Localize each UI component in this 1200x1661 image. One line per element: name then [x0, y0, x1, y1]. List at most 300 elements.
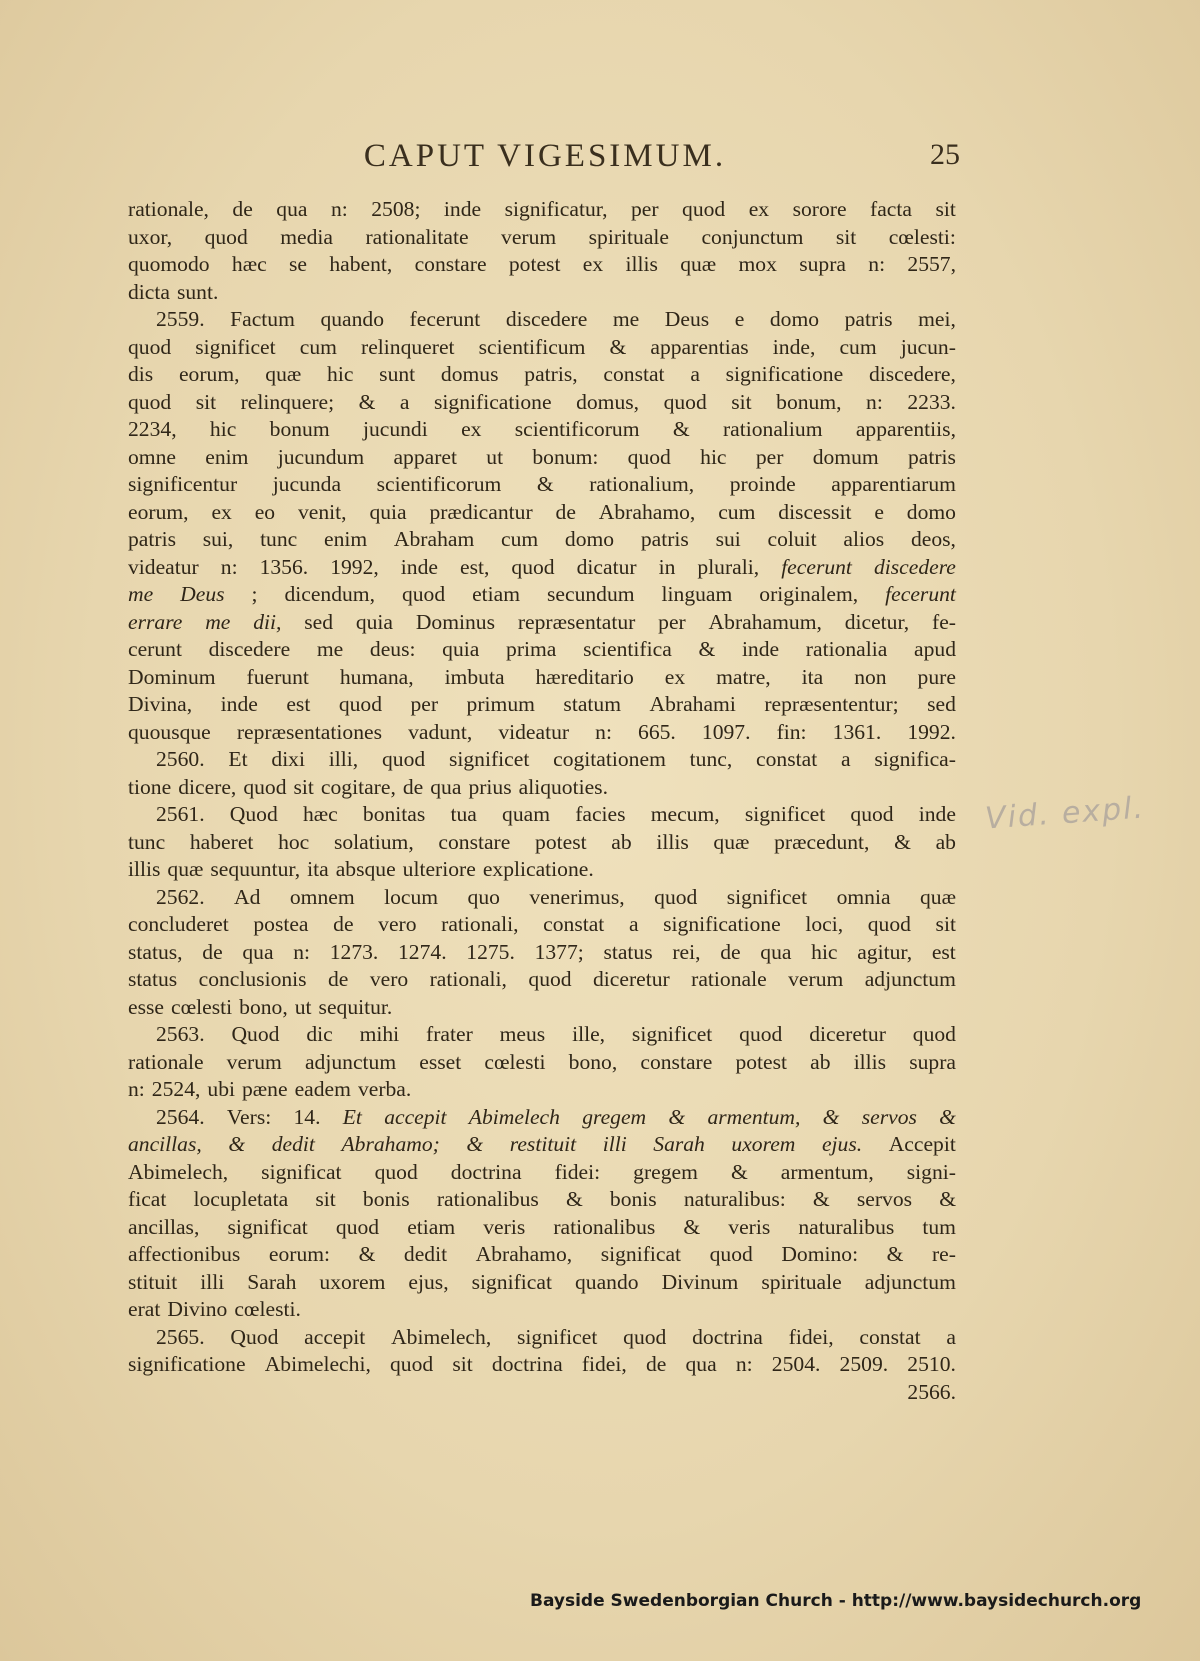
word: fecerunt: [409, 307, 481, 331]
word: ulteriore: [402, 857, 476, 881]
word: dicetur,: [844, 609, 910, 634]
word: naturalibus:: [683, 1187, 786, 1211]
word: sit: [731, 389, 752, 414]
word: discessit: [778, 499, 852, 524]
word: doctrina: [692, 1324, 763, 1349]
catchword: 2566.: [907, 1379, 956, 1404]
word: quod: [739, 1022, 783, 1046]
word: ex: [748, 197, 770, 221]
word: ex: [582, 252, 604, 276]
word: quod: [401, 582, 446, 606]
word: domus,: [576, 389, 640, 414]
word: Sarah: [247, 1269, 297, 1294]
word: per: [630, 197, 659, 221]
word: eorum,: [178, 362, 240, 386]
word: 2557,: [907, 252, 956, 276]
word: ut: [294, 994, 312, 1019]
word: facies: [575, 802, 626, 826]
word: quod: [912, 1022, 956, 1046]
word: &: [822, 1104, 840, 1129]
word: etiam: [472, 582, 521, 606]
word: servos: [861, 1104, 917, 1129]
text-line: [128, 1186, 956, 1214]
word: &: [698, 637, 716, 661]
word: constare: [640, 1049, 713, 1074]
word: hic: [811, 939, 838, 964]
word: potest: [535, 829, 587, 854]
text-line: [128, 224, 956, 252]
word: Domino:: [781, 1242, 859, 1266]
word: quod: [654, 884, 698, 909]
word: significet: [448, 747, 530, 771]
text-line: [128, 306, 956, 334]
word: quia: [355, 609, 393, 634]
word: est: [286, 692, 311, 716]
word: quod: [390, 1352, 434, 1376]
word: Quod: [230, 1324, 279, 1349]
word: 2561.: [156, 802, 205, 826]
word: ficat: [128, 1187, 167, 1211]
word: præcedunt,: [774, 829, 870, 854]
word: 665.: [638, 719, 676, 744]
word: Quod: [231, 1022, 280, 1046]
word: relinquere;: [240, 389, 335, 414]
word: apparet: [393, 444, 457, 469]
word: illi,: [328, 747, 359, 771]
word: rationali,: [429, 967, 507, 991]
word: significatione: [725, 362, 844, 386]
text-line: [128, 526, 956, 554]
word: cerunt: [128, 637, 182, 661]
word: domus: [440, 362, 499, 386]
page-header: [130, 138, 960, 188]
word: discedere: [505, 307, 588, 331]
word: quæ: [167, 857, 204, 881]
word: est,: [460, 554, 490, 579]
word: &: [565, 1187, 583, 1211]
word: rationalibus: [436, 1187, 539, 1211]
word: Abrahamo,: [598, 499, 696, 524]
word: significet: [631, 1022, 713, 1046]
word: significatur,: [504, 197, 608, 221]
word: 2508;: [371, 197, 421, 221]
word: 1274.: [398, 939, 447, 964]
word: quod: [338, 692, 382, 716]
text-line: [128, 1049, 956, 1077]
word: postea: [253, 912, 309, 936]
word: ancillas,: [128, 1214, 200, 1239]
word: habent,: [329, 252, 393, 276]
word: n:: [868, 252, 886, 276]
word: proinde: [729, 472, 796, 496]
word: significa-: [874, 747, 956, 771]
word: &: [358, 1242, 376, 1266]
text-line: [128, 279, 956, 307]
word: patris: [907, 444, 956, 469]
word: 2234,: [128, 417, 177, 441]
word: quia: [442, 637, 480, 661]
word: Ad: [234, 884, 261, 909]
word: e: [874, 499, 884, 524]
word: plurali,: [697, 554, 760, 579]
text-line: [128, 1214, 956, 1242]
word: 2562.: [156, 884, 205, 909]
word: hæc: [302, 802, 338, 826]
text-line: [128, 636, 956, 664]
word: restituit: [509, 1132, 577, 1156]
word: qua: [760, 939, 792, 964]
word: alios: [843, 527, 885, 551]
word: &: [672, 417, 690, 441]
word: per: [755, 444, 784, 469]
word: venit,: [297, 499, 347, 524]
word: potest: [508, 252, 561, 276]
word: apparentiarum: [831, 472, 956, 496]
word: illi: [602, 1132, 627, 1156]
word: inde: [741, 637, 780, 661]
word: signi-: [906, 1159, 956, 1184]
word: 2524,: [151, 1077, 201, 1101]
word: me: [316, 637, 344, 661]
word: venerimus,: [529, 884, 625, 909]
text-line: [128, 1104, 956, 1132]
text-line: [128, 1351, 956, 1379]
word: deus:: [369, 637, 416, 661]
word: hæreditario: [535, 664, 634, 689]
word: Abimelech,: [128, 1159, 229, 1184]
word: prima: [506, 637, 557, 661]
word: Abrahamum,: [708, 609, 822, 634]
word: inde: [400, 554, 438, 579]
word: hic: [209, 417, 237, 441]
word: bono,: [568, 1049, 618, 1074]
word: sit: [293, 774, 314, 799]
word: domum: [812, 444, 879, 469]
word: sunt.: [176, 279, 219, 304]
word: quæ: [919, 884, 956, 909]
word: in: [658, 554, 676, 579]
word: cum: [718, 499, 756, 524]
word: coluit: [767, 527, 817, 551]
word: significentur: [128, 472, 238, 496]
word: significet: [726, 884, 808, 909]
word: constat: [859, 1324, 921, 1349]
word: &: [730, 1159, 748, 1184]
word: &: [228, 1132, 246, 1156]
word: bonis: [609, 1187, 657, 1211]
word: de: [402, 774, 424, 799]
word: illis: [128, 857, 161, 881]
word: de: [333, 912, 354, 936]
word: tione: [128, 774, 172, 799]
word: uxor,: [128, 224, 173, 249]
word: quod: [867, 912, 911, 936]
word: inde: [918, 802, 956, 826]
word: bonum:: [532, 444, 599, 469]
word: de: [232, 197, 253, 221]
word: sui: [715, 527, 741, 551]
word: 1992.: [907, 719, 956, 744]
word: Divino: [167, 1297, 228, 1321]
word: cœlesti.: [234, 1297, 301, 1321]
word: quod: [682, 197, 726, 221]
word: quæ: [680, 252, 717, 276]
word: rationalibus: [553, 1214, 656, 1239]
word: concluderet: [128, 912, 229, 936]
word: humana,: [339, 664, 414, 689]
word: significatione: [663, 912, 781, 936]
word: inde: [443, 197, 482, 221]
word: spirituale: [588, 224, 669, 249]
word: supra: [909, 1049, 956, 1074]
word: inde,: [772, 334, 816, 359]
word: Abrahamo,: [475, 1242, 573, 1266]
word: significat: [471, 1269, 552, 1294]
word: uxorem: [319, 1269, 386, 1294]
word: constat: [603, 362, 665, 386]
word: rei,: [672, 939, 701, 964]
word: constare: [414, 252, 487, 276]
word: verba.: [357, 1077, 412, 1101]
word: qua: [685, 1352, 717, 1376]
word: tunc,: [689, 747, 733, 771]
word: n:: [595, 719, 612, 744]
text-line: [128, 1076, 956, 1104]
word: quod: [528, 967, 572, 991]
word: sit: [935, 197, 956, 221]
word: conjunctum: [701, 224, 804, 249]
word: Dominus: [415, 609, 495, 634]
word: verum: [788, 967, 844, 991]
word: constat: [543, 912, 605, 936]
word: patris: [640, 527, 689, 551]
word: 2563.: [156, 1022, 205, 1046]
word: sed: [304, 609, 333, 634]
word: quod: [335, 1214, 380, 1239]
word: quod: [243, 774, 287, 799]
text-line: [128, 1021, 956, 1049]
word: 1275.: [466, 939, 515, 964]
word: 2564.: [156, 1104, 205, 1129]
word: dedit: [403, 1242, 448, 1266]
word: armentum,: [780, 1159, 874, 1184]
word: quia: [369, 499, 407, 524]
word: bonis: [362, 1187, 410, 1211]
word: eadem: [294, 1077, 351, 1101]
word: cum: [501, 527, 539, 551]
word: sui,: [202, 527, 234, 551]
word: Abraham: [393, 527, 475, 551]
word: &: [683, 1214, 701, 1239]
text-line: [128, 1159, 956, 1187]
word: locupletata: [193, 1187, 289, 1211]
text-line: [128, 334, 956, 362]
word: hoc: [278, 829, 310, 854]
word: naturalibus: [798, 1214, 895, 1239]
word: quod: [511, 554, 555, 579]
word: ut: [486, 444, 504, 469]
word: gregem: [582, 1104, 647, 1129]
word: non: [854, 664, 887, 689]
word: a: [946, 1324, 956, 1349]
word: n:: [128, 1077, 145, 1101]
word: n:: [330, 197, 348, 221]
word: rationali,: [441, 912, 519, 936]
word: domo: [769, 307, 820, 331]
word: Et: [228, 747, 248, 771]
word: meus: [499, 1022, 546, 1046]
word: rationale,: [128, 197, 209, 221]
word: jucunda: [272, 472, 342, 496]
text-line: [128, 416, 956, 444]
word: Sarah: [653, 1132, 705, 1156]
word: 1356.: [259, 554, 309, 579]
word: dis: [128, 362, 154, 386]
word: potest: [735, 1049, 788, 1074]
word: dii,: [253, 609, 282, 634]
word: fidei:: [554, 1159, 601, 1184]
word: quod: [850, 802, 894, 826]
word: verum: [501, 224, 557, 249]
word: cœlesti: [484, 1049, 546, 1074]
word: statum: [563, 692, 622, 716]
word: 2504.: [771, 1352, 821, 1376]
word: &: [668, 1104, 686, 1129]
word: quousque: [128, 719, 211, 744]
word: tunc: [128, 829, 166, 854]
word: significat: [261, 1159, 342, 1184]
word: apparentiis,: [855, 417, 956, 441]
text-line: [128, 691, 956, 719]
word: Abimelechi,: [264, 1352, 371, 1376]
word: inde: [220, 692, 258, 716]
word: illi: [200, 1269, 225, 1294]
word: vadunt,: [408, 719, 473, 744]
word: esse: [128, 994, 164, 1019]
word: quo: [467, 884, 500, 909]
word: scientificum: [478, 334, 586, 359]
body-text: [128, 196, 956, 1406]
word: accepit: [384, 1104, 447, 1129]
word: quam: [502, 802, 551, 826]
word: Divina,: [128, 692, 193, 716]
word: discedere: [873, 554, 956, 579]
word: vero: [369, 967, 409, 991]
word: hic: [700, 444, 727, 469]
word: fin:: [776, 719, 807, 744]
word: ejus.: [821, 1132, 863, 1156]
text-line: [128, 939, 956, 967]
text-line: [128, 196, 956, 224]
word: cogitare,: [320, 774, 396, 799]
word: spirituale: [761, 1269, 842, 1294]
text-line: [128, 719, 956, 747]
footer-credit: Bayside Swedenborgian Church - http://www.baysidechurch.org: [530, 1591, 1142, 1611]
word: sit: [195, 389, 217, 414]
text-line: [128, 554, 956, 582]
word: mox: [738, 252, 777, 276]
text-line: [128, 856, 956, 884]
word: 2559.: [156, 307, 205, 331]
word: omne: [128, 444, 176, 469]
word: 2509.: [839, 1352, 889, 1376]
word: dicendum,: [284, 582, 375, 606]
word: prædicantur: [429, 499, 533, 524]
word: media: [280, 224, 333, 249]
word: Deus: [180, 582, 225, 606]
word: explicatione.: [482, 857, 594, 881]
word: quod: [623, 1324, 667, 1349]
word: n:: [866, 389, 883, 414]
word: &: [939, 1104, 956, 1129]
word: solatium,: [333, 829, 414, 854]
word: rationale: [691, 967, 767, 991]
word: apparentias: [650, 334, 749, 359]
word: Et: [342, 1104, 362, 1129]
word: enim: [205, 444, 249, 469]
word: 1273.: [329, 939, 379, 964]
word: ab: [611, 829, 632, 854]
word: relinqueret: [361, 334, 455, 359]
word: primum: [466, 692, 535, 716]
word: quod: [374, 1159, 418, 1184]
word: ex: [211, 499, 232, 524]
text-line: [128, 1131, 956, 1159]
word: quod: [128, 334, 172, 359]
word: quod: [627, 444, 671, 469]
word: conclusionis: [198, 967, 307, 991]
word: quod: [709, 1242, 753, 1266]
word: 1377;: [534, 939, 584, 964]
word: me: [128, 582, 154, 606]
word: significet: [744, 802, 826, 826]
word: prius: [468, 774, 512, 799]
word: Divinum: [661, 1269, 739, 1294]
word: Deus: [664, 307, 710, 331]
word: Accepit: [888, 1132, 956, 1156]
word: ;: [251, 582, 258, 606]
word: n:: [293, 939, 311, 964]
word: sed: [927, 692, 956, 716]
word: illis: [625, 252, 658, 276]
word: jucundum: [277, 444, 365, 469]
word: aliquoties.: [518, 774, 608, 799]
word: linguam: [661, 582, 733, 606]
word: doctrina: [491, 1352, 563, 1376]
word: ille,: [572, 1022, 606, 1046]
word: de: [645, 1352, 667, 1376]
word: Abrahamo;: [341, 1132, 440, 1156]
text-line: [128, 251, 956, 279]
text-line: [128, 829, 956, 857]
text-line: [128, 1269, 956, 1297]
word: veris: [483, 1214, 526, 1239]
word: n:: [220, 554, 238, 579]
word: uxorem: [731, 1132, 796, 1156]
word: sit: [315, 1187, 336, 1211]
word: gregem: [633, 1159, 698, 1184]
text-line: [128, 801, 956, 829]
word: significet: [195, 334, 276, 359]
word: me: [205, 609, 231, 634]
text-line: [128, 444, 956, 472]
word: adjunctum: [304, 1049, 397, 1074]
word: fe-: [932, 609, 956, 634]
word: quod: [204, 224, 248, 249]
word: &: [894, 829, 911, 854]
word: 2233.: [907, 389, 956, 414]
text-line: [128, 746, 956, 774]
